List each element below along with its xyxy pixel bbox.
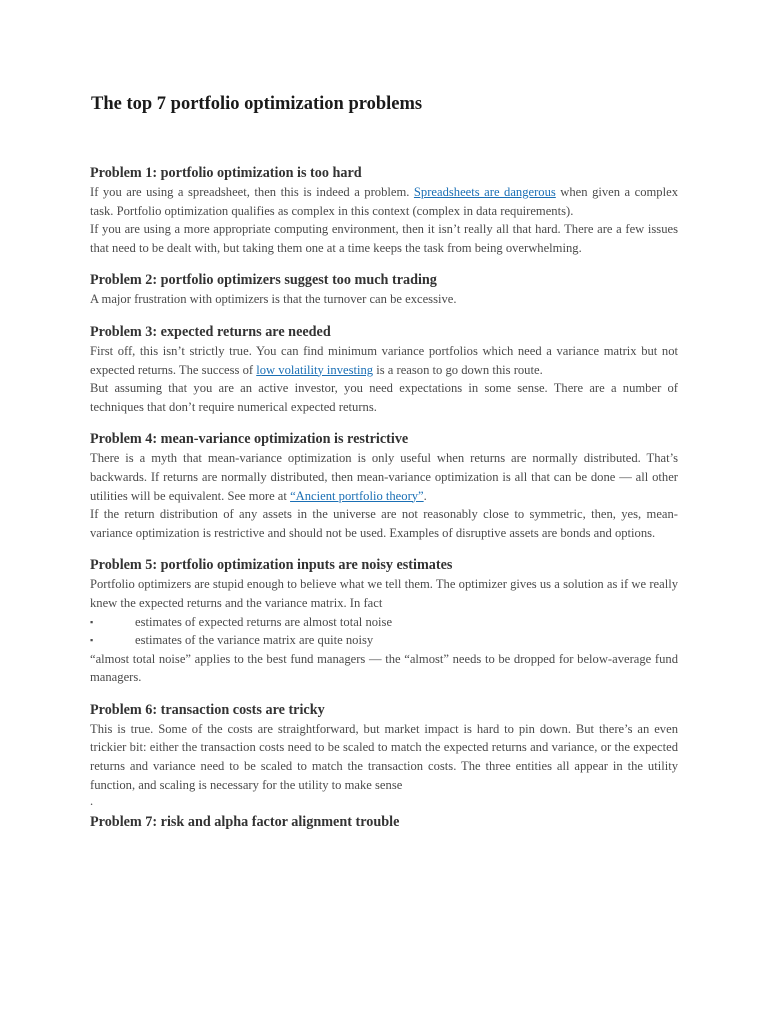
problem-2-heading: Problem 2: portfolio optimizers suggest too much trading [90, 272, 437, 289]
problem-4-heading: Problem 4: mean-variance optimization is restrictive [90, 431, 409, 448]
problem-7-section [90, 812, 678, 832]
problem-3-paragraph-2: But assuming that you are an active investor, you need expectations in some sense. There are a number of techniques that don’t require numerical expected returns. [90, 381, 678, 414]
problem-6-section [90, 700, 678, 808]
paragraph-text: when given a complex task. Portfolio optimization qualifies as complex in this context (complex in data requirements). [90, 185, 678, 218]
problem-4-paragraph-2: If the return distribution of any assets in the universe are not reasonably close to symmetric, then, yes, mean-variance optimization is restrictive and should not be used. Examples of disruptive assets are bonds and options. [90, 507, 678, 540]
problem-5-paragraph-1: Portfolio optimizers are stupid enough to believe what we tell them. The optimizer gives us a solution as if we really knew the expected returns and the variance matrix. In fact [90, 577, 678, 610]
paragraph-text: If you are using a spreadsheet, then this is indeed a problem. [90, 185, 414, 199]
problem-2-section [90, 270, 678, 309]
problem-3-section [90, 322, 678, 416]
low-volatility-investing-link[interactable]: low volatility investing [256, 362, 374, 377]
problem-1-heading: Problem 1: portfolio optimization is too hard [90, 165, 362, 181]
problem-6-heading: Problem 6: transaction costs are tricky [90, 701, 325, 718]
spreadsheets-dangerous-link[interactable]: Spreadsheets are dangerous [413, 185, 556, 199]
list-item [90, 631, 678, 650]
list-item-text: estimates of the variance matrix are quite noisy [135, 633, 374, 648]
paragraph-text: . [423, 488, 427, 503]
problem-5-section [90, 555, 678, 687]
problem-4-section [90, 429, 678, 542]
document-title: The top 7 portfolio optimization problems [91, 94, 423, 114]
ancient-portfolio-theory-link[interactable]: “Ancient portfolio theory” [290, 488, 424, 503]
problem-1-paragraph-2: If you are using a more appropriate computing environment, then it isn’t really all that hard. There are a few issues that need to be dealt with, but taking them one at a time keeps the task from being overwhelming. [90, 222, 678, 255]
paragraph-text: is a reason to go down this route. [373, 362, 543, 377]
bullet-icon: ▪ [90, 616, 94, 627]
bullet-icon: ▪ [90, 635, 94, 646]
problem-1-section [90, 163, 678, 257]
paragraph-text: There is a myth that mean-variance optimization is only useful when returns are normally distributed. That’s backwards. If returns are normally distributed, then mean-variance optimization is all that can be done — all other utilities will be equivalent. See more at [90, 451, 678, 503]
problem-5-heading: Problem 5: portfolio optimization inputs are noisy estimates [90, 557, 453, 574]
problem-3-paragraph-1 [90, 342, 678, 379]
problem-4-paragraph-1 [90, 449, 678, 505]
document-body [90, 163, 678, 845]
list-item-text: estimates of expected returns are almost total noise [135, 614, 393, 629]
list-item [90, 613, 678, 632]
stray-period: . [90, 794, 94, 809]
problem-3-heading: Problem 3: expected returns are needed [90, 323, 331, 340]
problem-1-paragraph-1 [90, 183, 678, 220]
problem-7-heading: Problem 7: risk and alpha factor alignment trouble [90, 814, 400, 831]
problem-2-paragraph-1: A major frustration with optimizers is that the turnover can be excessive. [90, 292, 457, 307]
problem-5-paragraph-2: “almost total noise” applies to the best fund managers — the “almost” needs to be dropped for below-average fund managers. [90, 651, 678, 685]
problem-6-paragraph-1: This is true. Some of the costs are straightforward, but market impact is hard to pin down. But there’s an even trickier bit: either the transaction costs need to be scaled to match the expected returns and variance, or the expected returns and variance need to be scaled to match the transaction costs. The three entities all appear in the utility function, and scaling is necessary for the utility to make sense [90, 721, 678, 792]
paragraph-text: First off, this isn’t strictly true. You can find minimum variance portfolios which need a variance matrix but not expected returns. The success of [90, 343, 678, 377]
